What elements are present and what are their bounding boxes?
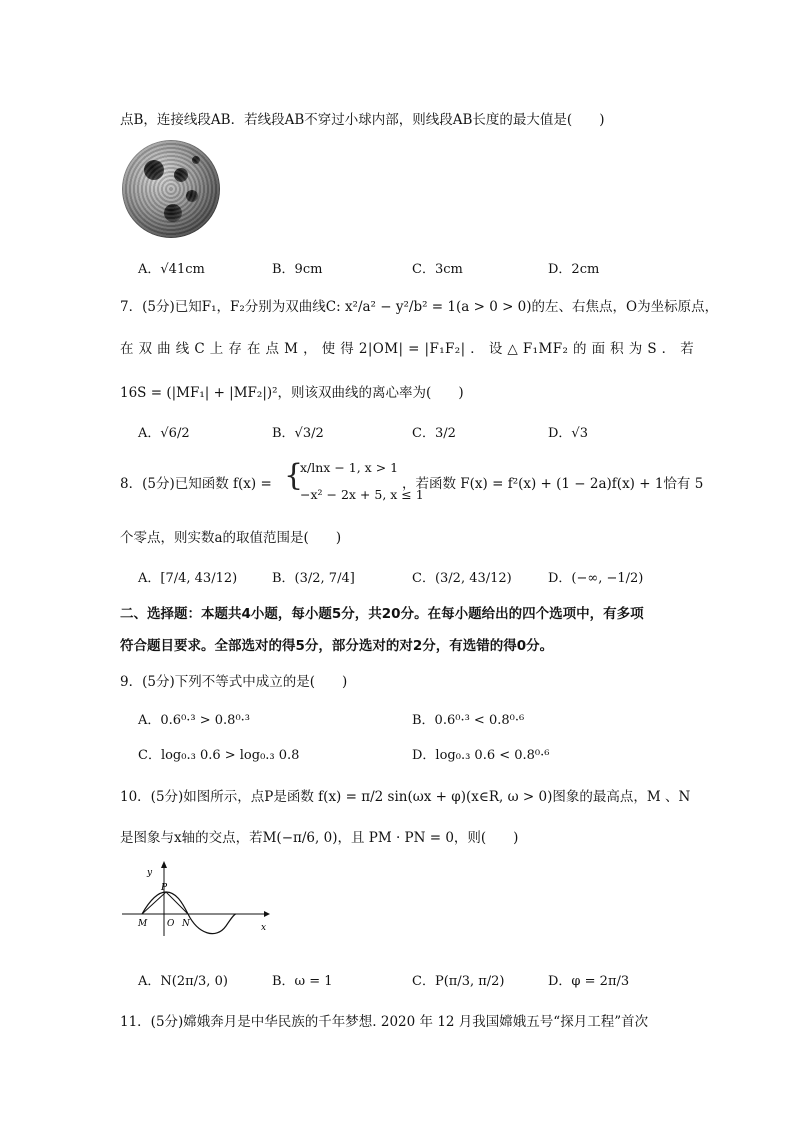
label-y: y <box>147 868 153 878</box>
q8-option-c: C．(3/2, 43/12) <box>412 571 512 586</box>
q8-option-a: A．[7/4, 43/12) <box>138 571 238 586</box>
sine-graph-figure <box>120 858 270 938</box>
q9-stem: 9．(5分)下列不等式中成立的是( ) <box>120 674 348 690</box>
q8-option-d: D．(−∞, −1/2) <box>548 571 644 586</box>
q7-line2: 在 双 曲 线 C 上 存 在 点 M ， 使 得 2|OM| = |F₁F₂| ． 设 △ F₁MF₂ 的 面 积 为 S ． 若 <box>120 341 695 357</box>
section2-heading-line2: 符合题目要求。全部选对的得5分，部分选对的对2分，有选错的得0分。 <box>120 638 554 654</box>
q8-case1: x/lnx − 1, x > 1 <box>300 460 399 475</box>
q8-brace: { <box>284 458 304 493</box>
label-x: x <box>261 923 267 933</box>
label-m: M <box>138 919 148 929</box>
label-p: P <box>161 883 168 893</box>
label-n: N <box>182 919 190 929</box>
q9-option-c: C．log₀.₃ 0.6 > log₀.₃ 0.8 <box>138 748 300 763</box>
q8-suffix: ，若函数 F(x) = f²(x) + (1 − 2a)f(x) + 1恰有 5 <box>402 476 704 492</box>
q8-line2: 个零点，则实数a的取值范围是( ) <box>120 530 342 546</box>
q6-option-c: C．3cm <box>412 262 463 277</box>
ball-figure <box>122 140 220 238</box>
q10-option-d: D．φ = 2π/3 <box>548 974 630 989</box>
q10-line1: 10．(5分)如图所示，点P是函数 f(x) = π/2 sin(ωx + φ)(x∈R, ω > 0)图象的最高点，M 、N <box>120 789 691 805</box>
q9-option-d: D．log₀.₃ 0.6 < 0.8⁰·⁶ <box>412 748 550 763</box>
segment-pn <box>166 892 188 914</box>
q8-option-b: B．(3/2, 7/4] <box>272 571 355 586</box>
q6-stem: 点B，连接线段AB．若线段AB不穿过小球内部，则线段AB长度的最大值是( ) <box>120 112 605 128</box>
q6-option-b: B．9cm <box>272 262 323 277</box>
q9-option-a: A．0.6⁰·³ > 0.8⁰·³ <box>138 713 251 728</box>
q10-line2: 是图象与x轴的交点，若M(−π/6, 0)，且 PM · PN = 0，则( ) <box>120 830 519 846</box>
q6-option-a: A．√41cm <box>138 262 205 277</box>
q7-line3: 16S = (|MF₁| + |MF₂|)²，则该双曲线的离心率为( ) <box>120 385 464 401</box>
x-axis-arrow <box>264 911 270 917</box>
q10-option-b: B．ω = 1 <box>272 974 333 989</box>
q7-line1: 7．(5分)已知F₁，F₂分别为双曲线C: x²/a² − y²/b² = 1(a > 0 > 0)的左、右焦点，O为坐标原点， <box>120 299 719 315</box>
q8-prefix: 8．(5分)已知函数 f(x) = <box>120 476 272 492</box>
segment-pm <box>142 892 166 914</box>
q10-option-a: A．N(2π/3, 0) <box>138 974 228 989</box>
q7-option-c: C．3/2 <box>412 426 456 441</box>
label-o: O <box>167 919 175 929</box>
q9-option-b: B．0.6⁰·³ < 0.8⁰·⁶ <box>412 713 525 728</box>
q10-option-c: C．P(π/3, π/2) <box>412 974 505 989</box>
q6-option-d: D．2cm <box>548 262 600 277</box>
q7-option-a: A．√6/2 <box>138 426 190 441</box>
q7-option-b: B．√3/2 <box>272 426 324 441</box>
q11-stem: 11．(5分)嫦娥奔月是中华民族的千年梦想. 2020 年 12 月我国嫦娥五号“探月工程”首次 <box>120 1014 649 1030</box>
q7-option-d: D．√3 <box>548 426 588 441</box>
y-axis-arrow <box>161 861 167 868</box>
section2-heading-line1: 二、选择题：本题共4小题，每小题5分，共20分。在每小题给出的四个选项中，有多项 <box>120 606 644 622</box>
q8-case2: −x² − 2x + 5, x ≤ 1 <box>300 487 424 502</box>
